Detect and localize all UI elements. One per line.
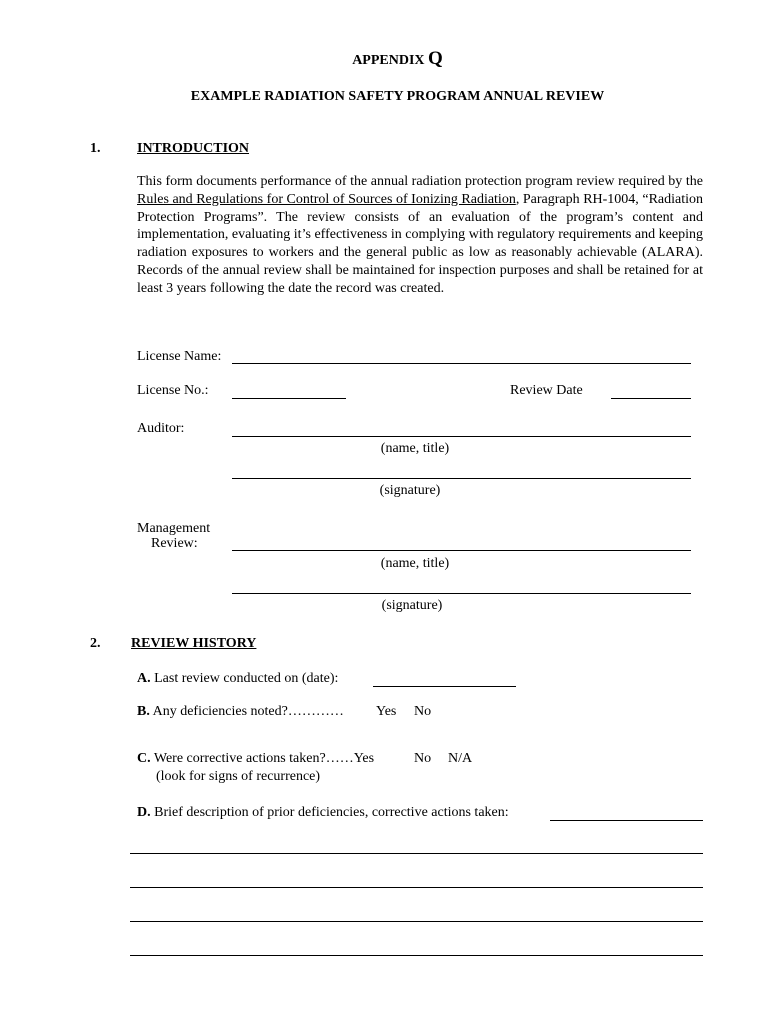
item-c-no-option[interactable]: No: [414, 751, 432, 766]
prior-deficiencies-line-4[interactable]: [130, 955, 703, 956]
item-a-text: Last review conducted on (date):: [154, 671, 339, 686]
management-signature-caption: (signature): [381, 598, 443, 613]
item-a: [137, 671, 338, 687]
item-d-letter: D.: [137, 805, 151, 820]
intro-text-part2: , Paragraph RH-1004, “Radiation Protection Programs”. The review consists of an evaluation of the program’s content and implementation, evaluating it’s effectiveness in complying with regulatory requirements and keeping radiation exposures to workers and the general public as low as reasonably achievable (ALARA). Records of the annual review shall be maintained for inspection purposes and shall be retained for at least 3 years following the date the record was created.: [137, 191, 704, 296]
item-c-text: Were corrective actions taken?……Yes: [153, 751, 375, 766]
intro-text-part1: This form documents performance of the annual radiation protection program review required by the: [137, 174, 703, 189]
license-name-label: License Name:: [137, 349, 222, 364]
item-d-text: Brief description of prior deficiencies, corrective actions taken:: [154, 805, 509, 820]
management-signature-field[interactable]: [232, 593, 691, 594]
license-no-label: License No.:: [137, 383, 209, 398]
last-review-date-field[interactable]: [373, 686, 516, 687]
item-b-yes-option[interactable]: Yes: [376, 704, 397, 719]
prior-deficiencies-field-first[interactable]: [550, 820, 703, 821]
rules-regulations-reference: Rules and Regulations for Control of Sources of Ionizing Radiation: [137, 191, 516, 207]
prior-deficiencies-line-2[interactable]: [130, 887, 703, 888]
section-1-title: INTRODUCTION: [137, 141, 250, 156]
item-b-letter: B.: [137, 704, 150, 719]
item-c-letter: C.: [137, 751, 151, 766]
auditor-name-title-caption: (name, title): [380, 441, 450, 456]
item-c-note: (look for signs of recurrence): [156, 769, 321, 784]
management-review-label: [137, 521, 210, 551]
item-c-na-option[interactable]: N/A: [448, 751, 473, 766]
item-b-text: Any deficiencies noted?…………: [152, 704, 344, 719]
section-2-number: 2.: [90, 636, 101, 651]
introduction-paragraph: [137, 173, 703, 298]
appendix-heading: [0, 48, 770, 70]
item-c: [137, 751, 374, 767]
license-name-field[interactable]: [232, 363, 691, 364]
auditor-label: Auditor:: [137, 421, 185, 436]
prior-deficiencies-line-3[interactable]: [130, 921, 703, 922]
license-no-field[interactable]: [232, 398, 346, 399]
auditor-name-title-field[interactable]: [232, 436, 691, 437]
item-d: [137, 805, 509, 821]
page-title: EXAMPLE RADIATION SAFETY PROGRAM ANNUAL REVIEW: [190, 89, 605, 104]
auditor-signature-field[interactable]: [232, 478, 691, 479]
appendix-letter: Q: [428, 48, 443, 69]
prior-deficiencies-line-1[interactable]: [130, 853, 703, 854]
management-label-line2: Review:: [151, 536, 198, 551]
item-b-no-option[interactable]: No: [414, 704, 432, 719]
item-a-letter: A.: [137, 671, 151, 686]
section-2-title: REVIEW HISTORY: [131, 636, 257, 651]
management-name-title-caption: (name, title): [380, 556, 450, 571]
auditor-signature-caption: (signature): [379, 483, 441, 498]
management-name-title-field[interactable]: [232, 550, 691, 551]
review-date-field[interactable]: [611, 398, 691, 399]
appendix-word: APPENDIX: [352, 53, 425, 68]
item-b: [137, 704, 344, 720]
management-label-line1: Management: [137, 521, 211, 536]
section-1-number: 1.: [90, 141, 101, 156]
review-date-label: Review Date: [510, 383, 583, 398]
